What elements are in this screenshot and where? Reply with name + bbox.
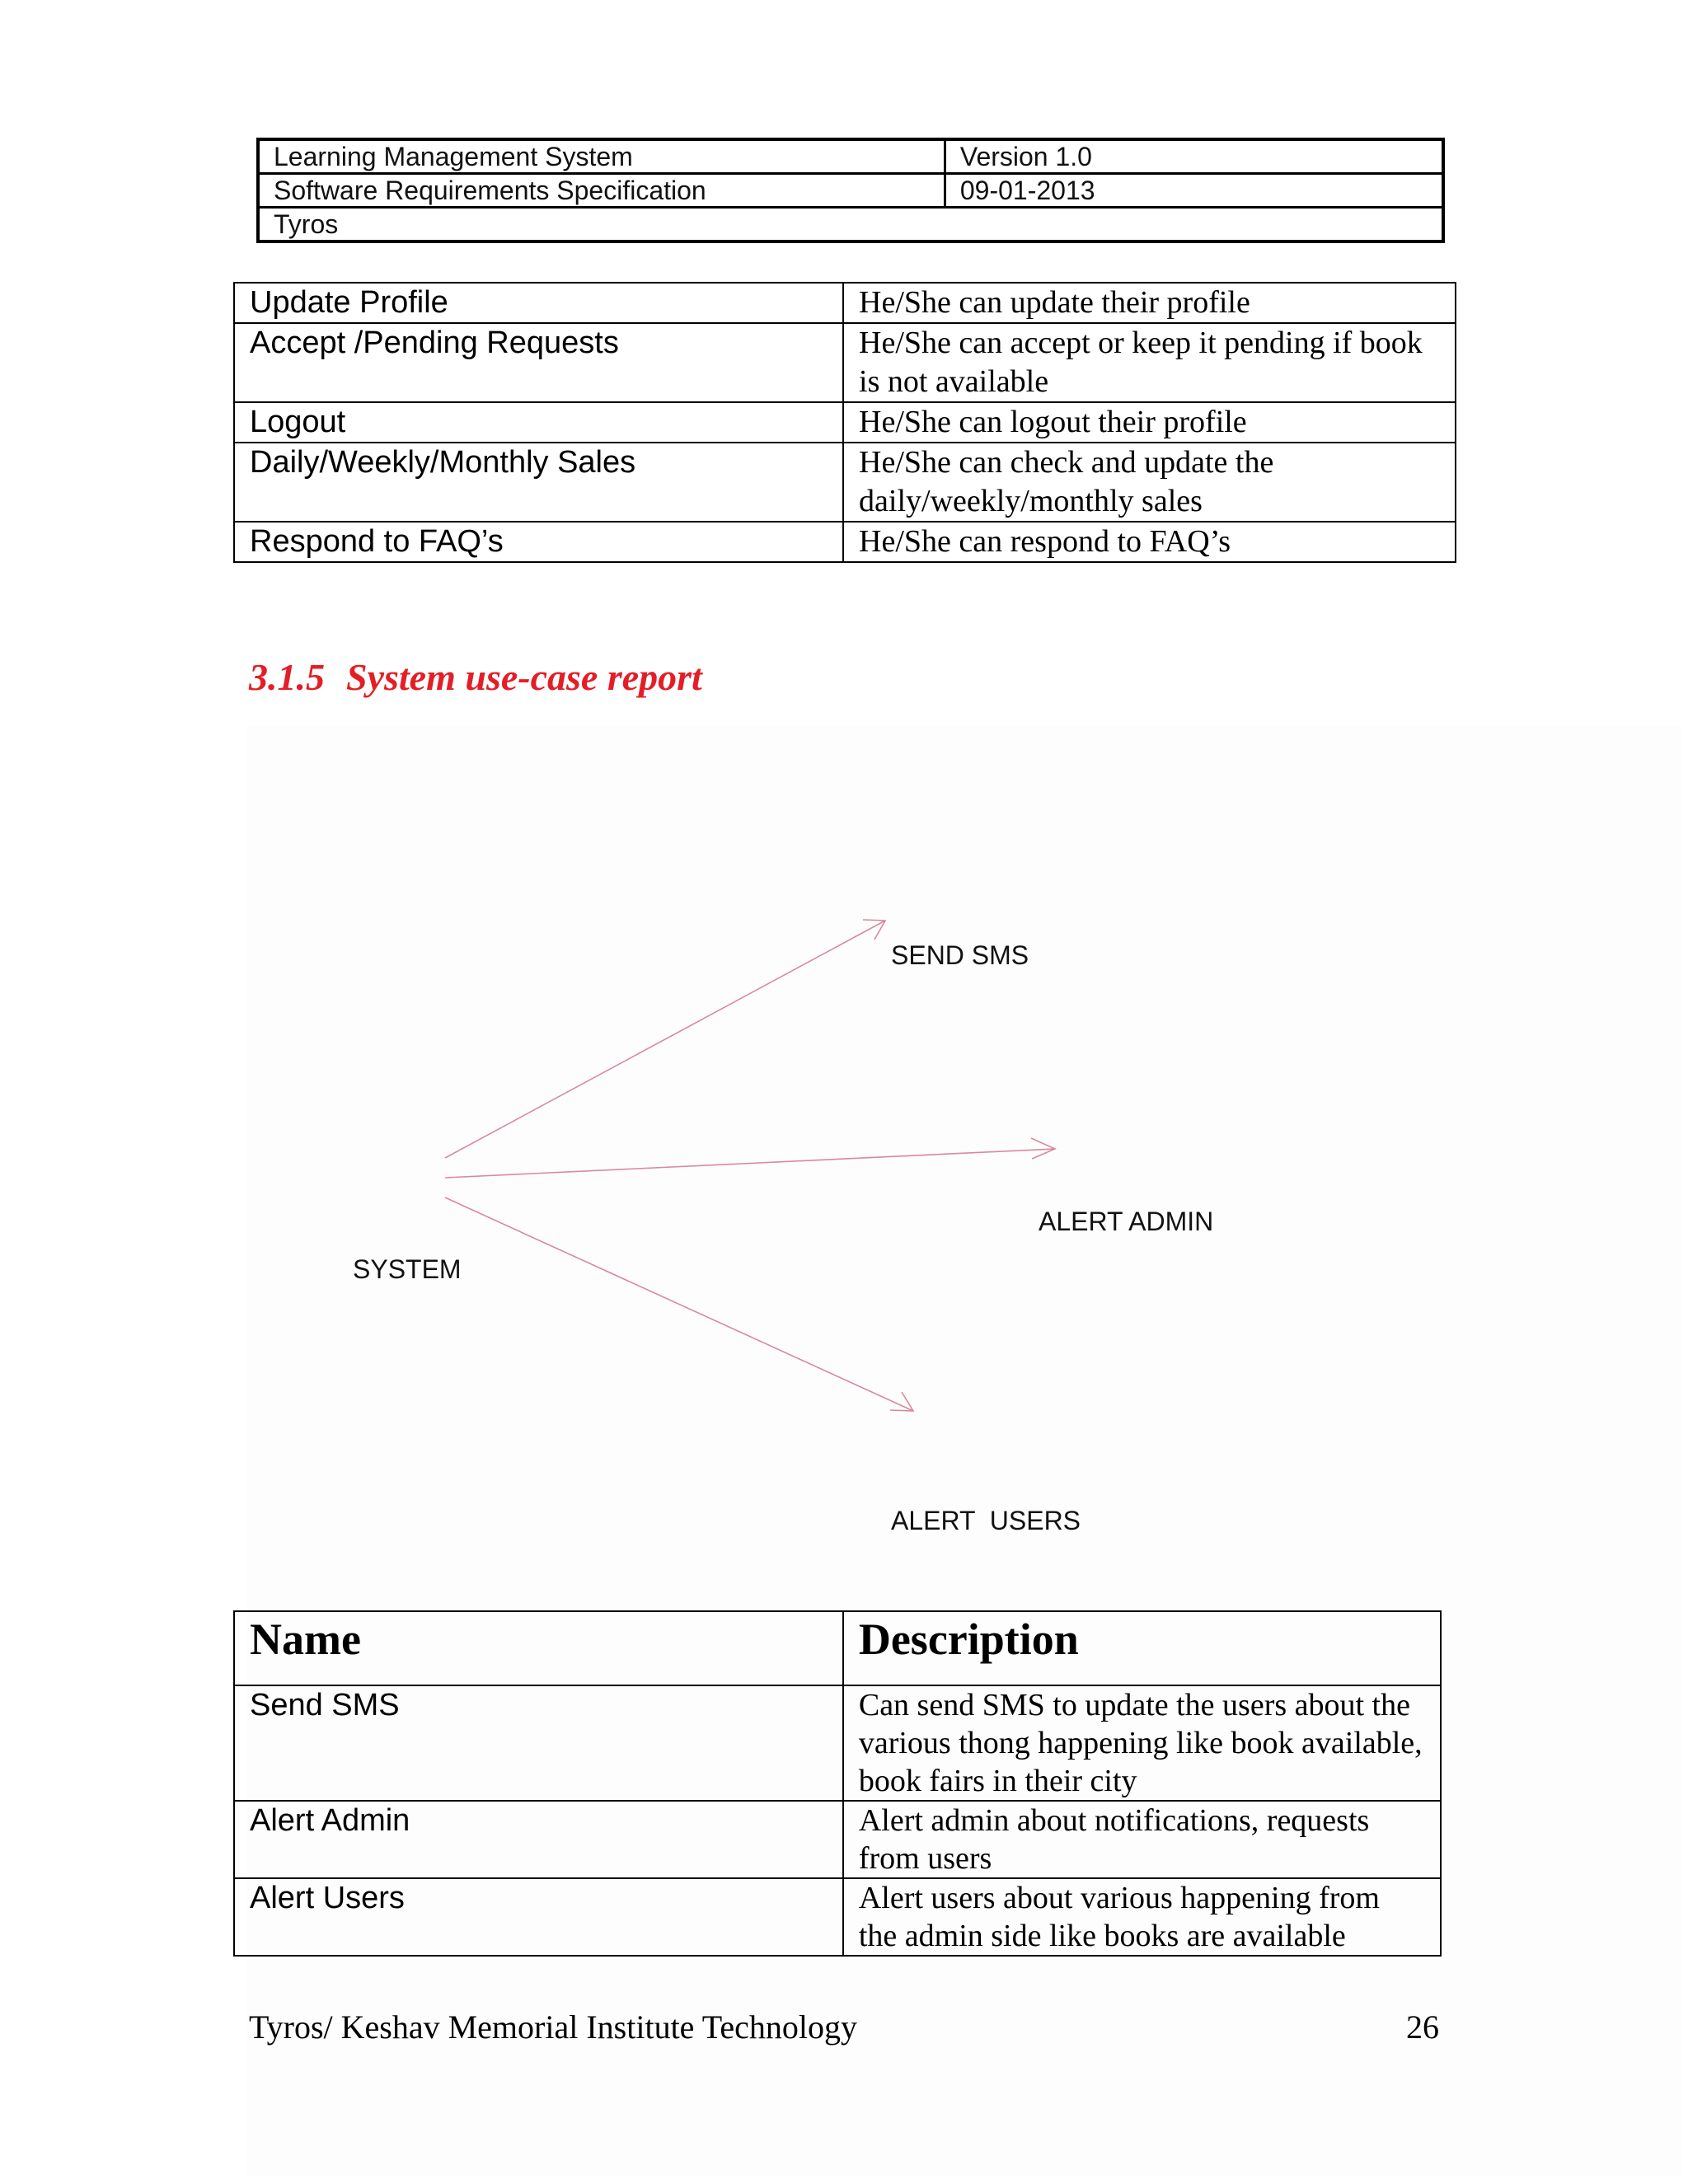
use-case-alert-admin: ALERT ADMIN <box>1039 1207 1214 1236</box>
column-header-name: Name <box>234 1611 843 1685</box>
column-header-description: Description <box>843 1611 1441 1685</box>
actor-system: SYSTEM <box>353 1254 462 1284</box>
use-case-name: Send SMS <box>234 1685 843 1801</box>
use-case-send-sms: SEND SMS <box>891 940 1029 970</box>
table-header-row <box>234 1611 1441 1685</box>
header-title: Learning Management System <box>258 139 945 174</box>
function-description: He/She can accept or keep it pending if book is not available <box>843 323 1456 402</box>
header-doc-type: Software Requirements Specification <box>258 174 945 208</box>
use-case-description: Alert admin about notifications, requests from users <box>843 1801 1441 1878</box>
function-name: Logout <box>234 402 843 443</box>
arrow-to-alert-admin <box>445 1149 1055 1178</box>
header-version: Version 1.0 <box>945 139 1443 174</box>
function-description: He/She can respond to FAQ’s <box>843 522 1456 562</box>
header-date: 09-01-2013 <box>945 174 1443 208</box>
page-number: 26 <box>1406 2008 1439 2046</box>
function-name: Update Profile <box>234 283 843 323</box>
footer-text: Tyros/ Keshav Memorial Institute Technology <box>249 2008 857 2046</box>
arrow-to-send-sms <box>445 921 885 1158</box>
use-case-description: Alert users about various happening from the admin side like books are available <box>843 1878 1441 1956</box>
table-row <box>234 1878 1441 1956</box>
table-row <box>234 1685 1441 1801</box>
section-number: 3.1.5 <box>249 656 325 698</box>
table-row <box>234 1801 1441 1878</box>
use-case-name: Alert Admin <box>234 1801 843 1878</box>
function-description: He/She can logout their profile <box>843 402 1456 443</box>
function-name: Respond to FAQ’s <box>234 522 843 562</box>
section-title-text: System use-case report <box>346 656 702 698</box>
function-description: He/She can check and update the daily/weekly/monthly sales <box>843 443 1456 522</box>
function-description: He/She can update their profile <box>843 283 1456 323</box>
use-case-description: Can send SMS to update the users about the various thong happening like book available, book fairs in their city <box>843 1685 1441 1801</box>
arrow-to-alert-users <box>445 1197 913 1411</box>
use-case-name: Alert Users <box>234 1878 843 1956</box>
header-team: Tyros <box>258 208 1443 242</box>
use-case-alert-users: ALERT USERS <box>891 1506 1081 1535</box>
function-name: Daily/Weekly/Monthly Sales <box>234 443 843 522</box>
function-name: Accept /Pending Requests <box>234 323 843 402</box>
use-case-table <box>233 1610 1442 1957</box>
